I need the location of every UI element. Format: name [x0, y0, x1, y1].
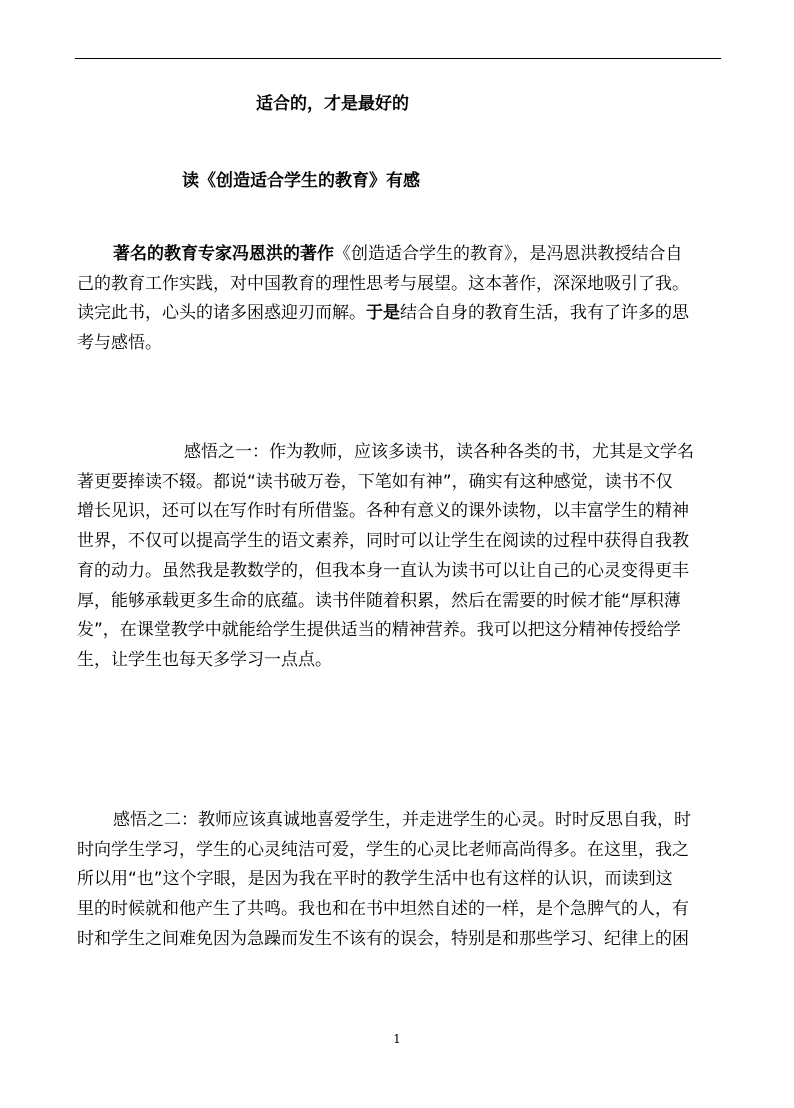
paragraph-line: 己的教育工作实践，对中国教育的理性思考与展望。这本著作，深深地吸引了我。 — [77, 273, 689, 294]
paragraph-insight-2 — [77, 806, 721, 955]
document-title: 适合的，才是最好的 — [256, 94, 409, 114]
text-run: 结合自身的教育生活，我有了许多的思 — [400, 303, 689, 324]
paragraph-line: 著更要捧读不辍。都说“读书破万卷，下笔如有神”，确实有这种感觉，读书不仅 — [77, 471, 673, 492]
paragraph-line: 所以用“也”这个字眼，是因为我在平时的教学生活中也有这样的认识，而读到这 — [77, 869, 673, 890]
bold-text: 著名的教育专家冯恩洪的著作 — [113, 244, 334, 264]
paragraph-line: 考与感悟。 — [77, 333, 162, 354]
paragraph-insight-1 — [77, 438, 721, 676]
page-number: 1 — [393, 1032, 401, 1046]
bold-text: 于是 — [366, 303, 400, 324]
paragraph-line: 感悟之二：教师应该真诚地喜爱学生，并走进学生的心灵。时时反思自我，时 — [113, 810, 691, 830]
paragraph-line — [77, 240, 721, 270]
paragraph-line: 生，让学生也每天多学习一点点。 — [77, 649, 332, 670]
paragraph-line: 里的时候就和他产生了共鸣。我也和在书中坦然自述的一样，是个急脾气的人，有 — [77, 899, 689, 920]
document-subtitle: 读《创造适合学生的教育》有感 — [182, 171, 420, 191]
paragraph-intro — [77, 240, 721, 359]
paragraph-line: 时和学生之间难免因为急躁而发生不该有的误会，特别是和那些学习、纪律上的困 — [77, 928, 689, 949]
text-run: 读完此书，心头的诸多困惑迎刃而解。 — [77, 303, 366, 324]
text-run: 《创造适合学生的教育》，是冯恩洪教授结合自 — [334, 244, 683, 264]
header-rule — [75, 58, 721, 59]
paragraph-line: 育的动力。虽然我是教数学的，但我本身一直认为读书可以让自己的心灵变得更丰 — [77, 560, 689, 581]
paragraph-line: 感悟之一：作为教师，应该多读书，读各种各类的书，尤其是文学名 — [184, 442, 694, 462]
paragraph-line — [77, 299, 721, 329]
paragraph-line: 发”，在课堂教学中就能给学生提供适当的精神营养。我可以把这分精神传授给学 — [77, 620, 681, 641]
paragraph-line: 增长见识，还可以在写作时有所借鉴。各种有意义的课外读物，以丰富学生的精神 — [77, 501, 689, 522]
paragraph-line: 厚，能够承载更多生命的底蕴。读书伴随着积累，然后在需要的时候才能“厚积薄 — [77, 590, 681, 611]
paragraph-line: 时向学生学习，学生的心灵纯洁可爱，学生的心灵比老师高尚得多。在这里，我之 — [77, 839, 689, 860]
paragraph-line: 世界，不仅可以提高学生的语文素养，同时可以让学生在阅读的过程中获得自我教 — [77, 531, 689, 552]
